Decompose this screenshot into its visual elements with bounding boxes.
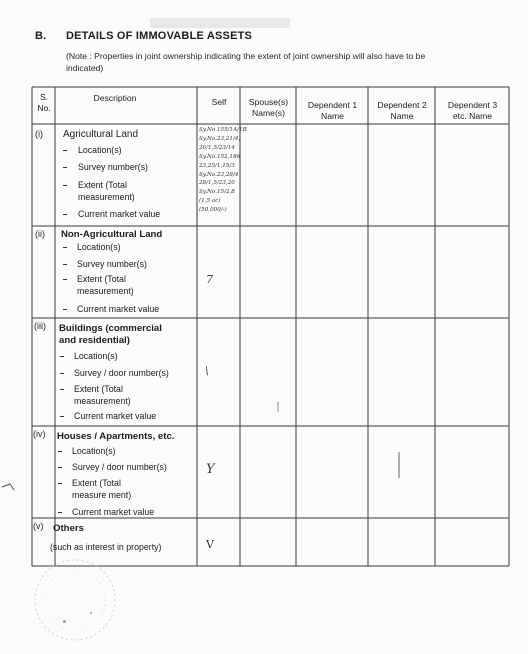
section-title: DETAILS OF IMMOVABLE ASSETS — [66, 30, 253, 42]
row-2-item-market-value: Current market value — [77, 304, 160, 314]
scan-speck — [90, 612, 92, 614]
row-3-item-market-value: Current market value — [74, 411, 157, 421]
row-3-number: (iii) — [34, 321, 46, 331]
row-1-item-survey: Survey number(s) — [78, 162, 148, 172]
hw-line: (1,5 ac) — [199, 198, 221, 205]
hw-line: Sy.No.152,186 — [199, 153, 241, 160]
row-2-item-extent: Extent (Total — [77, 274, 126, 284]
row-2-title: Non-Agricultural Land — [61, 229, 163, 240]
header-dep1-line2: Name — [321, 111, 344, 121]
header-dependent-2 — [369, 100, 435, 122]
header-spouse-line2: Name(s) — [252, 108, 285, 118]
header-dependent-3 — [436, 100, 509, 122]
note-line-2: indicated) — [66, 63, 104, 73]
row-1-item-location: Location(s) — [78, 145, 122, 155]
bullet-dash — [58, 483, 62, 484]
self-handwritten-notes — [199, 126, 247, 215]
row-4-item-survey: Survey / door number(s) — [72, 462, 167, 472]
row-2-number: (ii) — [35, 229, 45, 239]
header-self: Self — [211, 97, 227, 107]
row-1-item-extent: Extent (Total — [78, 180, 127, 190]
bullet-dash — [63, 150, 67, 151]
bullet-dash — [63, 167, 67, 168]
header-dependent-1 — [297, 100, 368, 122]
row-4-item-market-value: Current market value — [72, 507, 155, 517]
header-dep2-line2: Name — [390, 111, 414, 121]
row-3-item-survey: Survey / door number(s) — [74, 368, 169, 378]
header-dep3-line2: etc. Name — [452, 111, 493, 121]
header-dep3-line1: Dependent 3 — [447, 100, 498, 110]
header-sno — [33, 92, 55, 114]
bullet-dash — [60, 373, 64, 374]
bullet-dash — [63, 214, 67, 215]
bullet-dash — [60, 389, 64, 390]
section-letter: B. — [35, 30, 47, 42]
bullet-dash — [63, 264, 67, 265]
header-description: Description — [93, 93, 137, 103]
row-2-item-measurement: measurement) — [77, 286, 134, 296]
bullet-dash — [58, 512, 62, 513]
row-4-title: Houses / Apartments, etc. — [57, 431, 175, 442]
scan-speck — [63, 620, 66, 623]
hw-line: (50,000/-) — [199, 207, 227, 214]
row-1-item-market-value: Current market value — [78, 209, 161, 219]
bullet-dash — [58, 451, 62, 452]
hw-line: 23,25/1,15/3 — [199, 162, 235, 169]
hw-line: Sy.No.23,28/4 — [199, 171, 239, 178]
hw-line: 26/1,5/23/14 — [199, 144, 235, 151]
hw-line: 28/1,5/23,20 — [199, 180, 235, 187]
note-line-1: (Note : Properties in joint ownership indicating the extent of joint ownership will also have to be — [66, 51, 426, 61]
hw-line: Sy.No.155/1A/1B — [199, 127, 247, 133]
bullet-dash — [63, 279, 67, 280]
bullet-dash — [60, 416, 64, 417]
row-4-item-extent: Extent (Total — [72, 478, 121, 488]
header-sno-line2: No. — [37, 103, 51, 113]
row-3-item-location: Location(s) — [74, 351, 118, 361]
header-spouse-line1: Spouse(s) — [248, 97, 289, 107]
hw-line: Sy.No.23,21/4, — [199, 135, 241, 142]
bullet-dash — [60, 356, 64, 357]
header-dep1-line1: Dependent 1 — [307, 100, 358, 110]
row-5-number: (v) — [33, 521, 44, 531]
row-3-item-extent: Extent (Total — [74, 384, 123, 394]
row-3-title: Buildings (commercial — [59, 323, 162, 334]
row-4-number: (iv) — [33, 429, 46, 439]
self-mark-row-5: V — [206, 538, 214, 551]
header-sno-line1: S. — [39, 92, 49, 102]
header-spouse — [241, 97, 296, 119]
bullet-dash — [63, 309, 67, 310]
row-5-item-description: (such as interest in property) — [50, 542, 162, 552]
row-4-item-location: Location(s) — [72, 446, 116, 456]
row-2-item-survey: Survey number(s) — [77, 259, 147, 269]
self-mark-row-3: \ — [205, 364, 209, 377]
row-2-item-location: Location(s) — [77, 242, 121, 252]
row-1-number: (i) — [35, 129, 43, 139]
bullet-dash — [58, 467, 62, 468]
bullet-dash — [63, 185, 67, 186]
header-dep2-line1: Dependent 2 — [377, 100, 427, 110]
self-mark-row-4: Y — [206, 462, 215, 477]
row-1-title: Agricultural Land — [63, 129, 139, 140]
self-mark-row-2: 7 — [206, 273, 213, 286]
row-1-item-measurement: measurement) — [78, 192, 135, 202]
bullet-dash — [63, 247, 67, 248]
row-5-title: Others — [53, 523, 84, 534]
row-3-title-line2: and residential) — [59, 335, 130, 346]
row-4-item-measurement: measure ment) — [72, 490, 132, 500]
row-3-item-measurement: measurement) — [74, 396, 131, 406]
hw-line: Sy.No.15/2,8 — [199, 189, 235, 196]
